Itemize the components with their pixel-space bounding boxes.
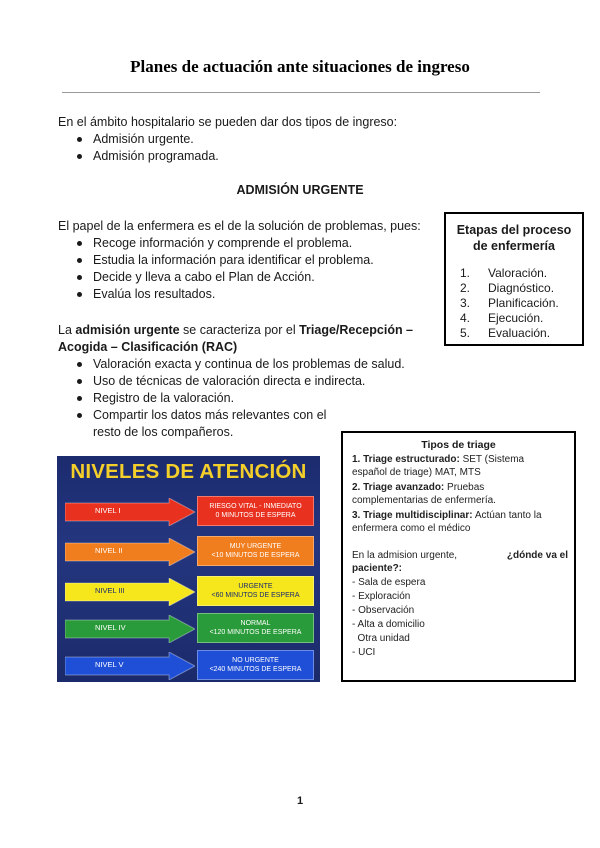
bold-term: ¿dónde va el	[506, 550, 568, 561]
title-divider	[62, 92, 540, 93]
list-item-continuation: resto de los compañeros.	[93, 425, 234, 439]
triage-types-box	[341, 431, 576, 682]
level-wait-time: 0 MINUTOS DE ESPERA	[215, 512, 296, 519]
destination-item: - UCI	[352, 647, 376, 658]
triage-line: enfermera como el médico	[352, 523, 471, 534]
stage-label: Ejecución.	[488, 311, 544, 325]
nurse-role-text: El papel de la enfermera es el de la solución de problemas, pues:	[58, 219, 421, 233]
triage-line	[352, 453, 524, 466]
stage-label: Planificación.	[488, 296, 559, 310]
nursing-process-title	[446, 222, 582, 254]
list-item: Registro de la valoración.	[93, 391, 235, 405]
list-item: Evalúa los resultados.	[93, 287, 216, 301]
level-arrow	[65, 652, 183, 680]
title-line: de enfermería	[473, 239, 555, 253]
destination-item: - Exploración	[352, 591, 411, 602]
triage-title: Tipos de triage	[421, 439, 496, 451]
section-heading: ADMISIÓN URGENTE	[236, 183, 364, 197]
level-description-box	[197, 613, 314, 643]
slide-title: NIVELES DE ATENCIÓN	[70, 460, 307, 483]
stage-label: Evaluación.	[488, 326, 551, 340]
bold-term: 3. Triage multidisciplinar:	[352, 510, 473, 521]
bold-term: 2. Triage avanzado:	[352, 482, 445, 493]
triage-line: español de triage) MAT, MTS	[352, 467, 481, 478]
level-label: NIVEL I	[95, 506, 121, 515]
level-priority: URGENTE	[238, 583, 273, 590]
list-item: Admisión urgente.	[93, 132, 194, 146]
triage-question-2	[352, 562, 402, 575]
level-label: NIVEL IV	[95, 623, 126, 632]
level-description-box	[197, 536, 314, 566]
destination-item: - Alta a domicilio	[352, 619, 425, 630]
level-priority: NO URGENTE	[232, 657, 279, 664]
stage-label: Diagnóstico.	[488, 281, 555, 295]
triage-line	[352, 509, 542, 522]
attention-levels-slide	[57, 456, 320, 682]
text-run: Pruebas	[444, 482, 485, 493]
triage-line: complementarias de enfermería.	[352, 495, 496, 506]
stage-number: 2.	[460, 281, 471, 295]
list-item: Valoración exacta y continua de los problemas de salud.	[93, 357, 405, 371]
bold-term: Acogida – Clasificación (RAC)	[58, 340, 238, 354]
list-item: Compartir los datos más relevantes con el	[93, 408, 327, 422]
intro-text: En el ámbito hospitalario se pueden dar dos tipos de ingreso:	[58, 115, 398, 129]
level-wait-time: <60 MINUTOS DE ESPERA	[211, 592, 300, 599]
text-run: se caracteriza por el	[179, 323, 300, 337]
destination-item: - Observación	[352, 605, 415, 616]
text-run: En la admision urgente,	[352, 550, 458, 561]
triage-question	[352, 549, 568, 562]
level-description-box	[197, 576, 314, 606]
bold-term: Triage/Recepción –	[299, 323, 414, 337]
destination-item: Otra unidad	[352, 633, 410, 644]
level-arrow	[65, 615, 183, 643]
page-number: 1	[296, 795, 304, 807]
triage-line	[352, 481, 484, 494]
list-item: Estudia la información para identificar el problema.	[93, 253, 374, 267]
level-arrow	[65, 538, 183, 566]
level-wait-time: <120 MINUTOS DE ESPERA	[209, 629, 302, 636]
level-wait-time: <10 MINUTOS DE ESPERA	[211, 552, 300, 559]
level-label: NIVEL III	[95, 586, 125, 595]
page-title: Planes de actuación ante situaciones de ingreso	[130, 57, 470, 76]
bold-term: paciente?:	[352, 563, 403, 574]
level-description-box	[197, 650, 314, 680]
level-priority: RIESGO VITAL - INMEDIATO	[209, 503, 302, 510]
stage-number: 1.	[460, 266, 471, 280]
level-label: NIVEL V	[95, 660, 124, 669]
bold-term: 1. Triage estructurado:	[352, 454, 460, 465]
stage-label: Valoración.	[488, 266, 548, 280]
level-priority: NORMAL	[240, 620, 271, 627]
text-run: La	[58, 323, 76, 337]
stage-number: 4.	[460, 311, 471, 325]
text-run: Actúan tanto la	[472, 510, 542, 521]
urgent-admission-text	[58, 322, 413, 339]
list-item: Decide y lleva a cabo el Plan de Acción.	[93, 270, 315, 284]
text-run: SET (Sistema	[459, 454, 525, 465]
level-label: NIVEL II	[95, 546, 123, 555]
level-wait-time: <240 MINUTOS DE ESPERA	[209, 666, 302, 673]
level-description-box	[197, 496, 314, 526]
list-item: Recoge información y comprende el problema.	[93, 236, 353, 250]
list-item: Admisión programada.	[93, 149, 219, 163]
urgent-admission-text-2	[58, 339, 237, 356]
bold-term: admisión urgente	[75, 323, 180, 337]
level-priority: MUY URGENTE	[229, 543, 282, 550]
nursing-process-box	[444, 212, 584, 346]
list-item: Uso de técnicas de valoración directa e indirecta.	[93, 374, 366, 388]
level-arrow	[65, 498, 183, 526]
stage-number: 5.	[460, 326, 471, 340]
destination-item: - Sala de espera	[352, 577, 426, 588]
title-line: Etapas del proceso	[456, 223, 572, 237]
stage-number: 3.	[460, 296, 471, 310]
level-arrow	[65, 578, 183, 606]
